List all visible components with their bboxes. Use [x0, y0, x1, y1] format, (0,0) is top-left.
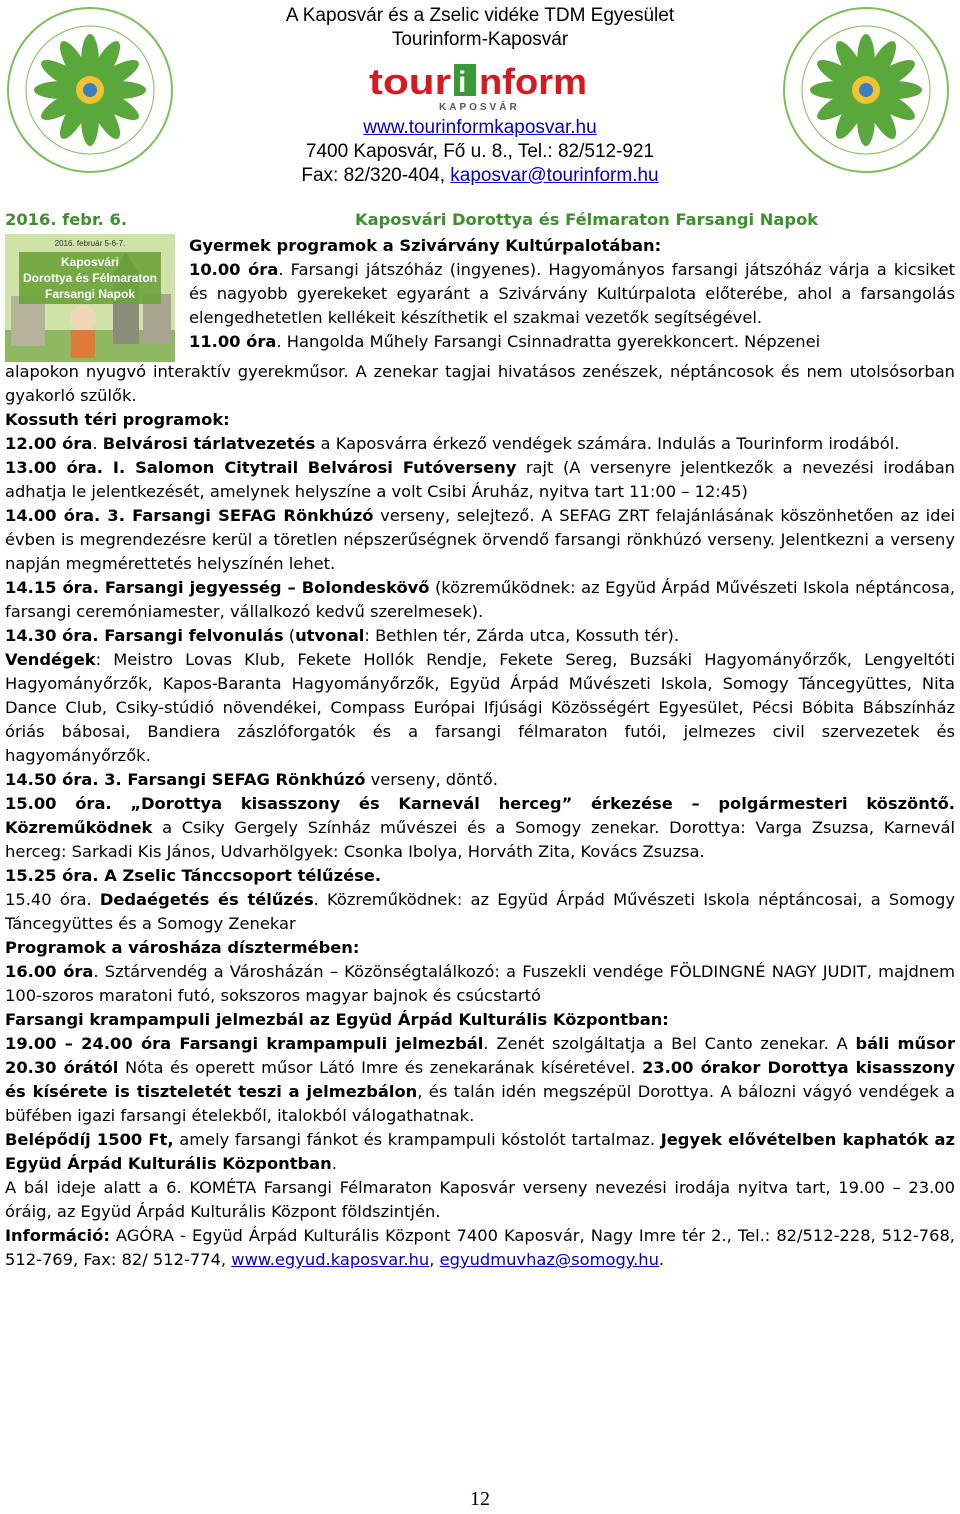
- program-1525: 15.25 óra. A Zselic Tánccsoport télűzése.: [5, 866, 382, 885]
- section-heading-ball: Farsangi krampampuli jelmezbál az Együd Árpád Kulturális Központban:: [5, 1010, 669, 1029]
- website-link[interactable]: www.tourinformkaposvar.hu: [363, 117, 597, 138]
- program-1000: 10.00 óra. Farsangi játszóház (ingyenes). Hagyományos farsangi játszóház várja a kicsiket és nagyobb gyerekeket egyaránt a Szivárvány Kultúrpalota előterébe, ahol a farsangolás elengedhetetlen kellékeit készíthetik el szakmai vezetők segítségével.: [189, 260, 955, 327]
- section-heading-kossuth: Kossuth téri programok:: [5, 410, 230, 429]
- svg-text:Farsangi Napok: Farsangi Napok: [44, 287, 136, 301]
- office-name: Tourinform-Kaposvár: [391, 29, 569, 50]
- svg-text:Dorottya és Félmaraton: Dorottya és Félmaraton: [22, 271, 158, 285]
- svg-text:KAPOSVÁR: KAPOSVÁR: [439, 102, 520, 113]
- section-heading-children: Gyermek programok a Szivárvány Kultúrpalotában:: [189, 236, 662, 255]
- program-1450: 14.50 óra. 3. Farsangi SEFAG Rönkhúzó verseny, döntő.: [5, 770, 498, 789]
- event-title: Kaposvári Dorottya és Félmaraton Farsangi Napok: [355, 210, 819, 229]
- letterhead-text: [200, 4, 760, 188]
- letterhead: [0, 0, 960, 200]
- program-1100: 11.00 óra. Hangolda Műhely Farsangi Csinnadratta gyerekkoncert. Népzenei: [189, 332, 821, 351]
- document-body: [5, 208, 955, 1272]
- entry-fee: Belépődíj 1500 Ft, amely farsangi fánkot és krampampuli kóstolót tartalmaz. Jegyek elővételben kaphatók az Együd Árpád Kulturális Központban.: [5, 1130, 955, 1173]
- fax-email-line: [200, 164, 760, 188]
- paragraph-concert-cont: alapokon nyugvó interaktív gyerekműsor. A zenekar tagjai hivatásos zenészek, néptáncosok és nem utolsósorban gyakorló szülők.: [5, 362, 955, 405]
- event-date: 2016. febr. 6.: [5, 210, 128, 229]
- page-number: 12: [470, 1488, 490, 1510]
- tdm-seal-logo: [4, 4, 176, 176]
- program-1430: 14.30 óra. Farsangi felvonulás (utvonal: Bethlen tér, Zárda utca, Kossuth tér).: [5, 626, 680, 645]
- program-1300: 13.00 óra. I. Salomon Citytrail Belvárosi Futóverseny rajt (A versenyre jelentkezők a nevezési irodában adhatja le jelentkezését, amelynek helyszíne a volt Csibi Áruház, nyitva tart 11:00 – 12:45): [5, 458, 955, 501]
- program-ball: 19.00 – 24.00 óra Farsangi krampampuli jelmezbál. Zenét szolgáltatja a Bel Canto zenekar. A báli műsor 20.30 órától Nóta és operett műsor Látó Imre és zenekarának kíséretével. 23.00 órakor Dorottya kisasszony és kísérete is tiszteletét teszi a jelmezbálon, és talán idén megszépül Dorottya. A bálozni vágyó vendégek a büfében igazi farsangi ételekből, italokból válogathatnak.: [5, 1034, 956, 1125]
- address-phone: 7400 Kaposvár, Fő u. 8., Tel.: 82/512-921: [305, 141, 655, 162]
- program-1500: 15.00 óra. „Dorottya kisasszony és Karnevál herceg” érkezése – polgármesteri köszöntő. Közreműködnek a Csiky Gergely Színház művészei és a Somogy zenekar. Dorottya: Varga Zsuzsa, Karnevál herceg: Sarkadi Kis János, Udvarhölgyek: Csonka Ibolya, Horváth Zita, Kovács Zsuzsa.: [5, 794, 955, 861]
- program-1600: 16.00 óra. Sztárvendég a Városházán – Közönségtalálkozó: a Fuszekli vendége FÖLDINGNÉ NAGY JUDIT, majdnem 100-szoros maratoni futó, sokszoros magyar bajnok és csúcstartó: [5, 962, 955, 1005]
- egyud-email-link[interactable]: egyudmuvhaz@somogy.hu: [439, 1250, 659, 1269]
- intro-block: [5, 208, 955, 360]
- halfmarathon-office: A bál ideje alatt a 6. KOMÉTA Farsangi Félmaraton Kaposvár verseny nevezési irodája nyitva tart, 19.00 – 23.00 óráig, az Együd Árpád Kulturális Központ földszintjén.: [5, 1178, 955, 1221]
- section-heading-cityhall: Programok a városháza dísztermében:: [5, 938, 360, 957]
- event-poster-thumbnail: [5, 234, 175, 362]
- tourinform-logo: [369, 58, 591, 114]
- information-contact: Információ: AGÓRA - Együd Árpád Kulturális Központ 7400 Kaposvár, Nagy Imre tér 2., Tel.: 82/512-228, 512-768, 512-769, Fax: 82/ 512-774, www.egyud.kaposvar.hu, egyudmuvhaz@somogy.hu.: [5, 1226, 955, 1269]
- svg-text:nform: nform: [479, 61, 587, 102]
- program-1415: 14.15 óra. Farsangi jegyesség – Bolondeskövő (közreműködnek: az Együd Árpád Művészeti Iskola néptáncosa, farsangi ceremóniamester, vállalkozó kedvű szerelmesek).: [5, 578, 956, 621]
- svg-text:Kaposvári: Kaposvári: [60, 255, 120, 269]
- org-name: A Kaposvár és a Zselic vidéke TDM Egyesület: [285, 5, 675, 26]
- email-link[interactable]: kaposvar@tourinform.hu: [450, 165, 659, 186]
- program-1540: 15.40 óra. Dedaégetés és télűzés. Közreműködnek: az Együd Árpád Művészeti Iskola néptáncosai, a Somogy Táncegyüttes és a Somogy Zenekar: [5, 890, 955, 933]
- fax-text: Fax: 82/320-404,: [301, 165, 451, 186]
- program-list: [5, 360, 955, 1272]
- guests-list: Vendégek: Meistro Lovas Klub, Fekete Hollók Rendje, Fekete Sereg, Buzsáki Hagyományőrzők, Lengyeltóti Hagyományőrzők, Kapos-Baranta Hagyományőrzők, Együd Árpád Művészeti Iskola, Somogy Táncegyüttes, Nita Dance Club, Csiky-stúdió növendékei, Compass Európai Ifjúsági Közösségért Egyesület, Pécsi Bóbita Bábszínház óriás bábosai, Bandiera zászlóforgatók és a farsangi félmaraton futói, jelmezes civil szervezetek és hagyományőrzők.: [5, 650, 955, 765]
- svg-text:tour: tour: [369, 61, 451, 102]
- tdm-seal-logo-right: [780, 4, 952, 176]
- children-programs: [189, 234, 955, 354]
- svg-text:2016. február 5-6-7.: 2016. február 5-6-7.: [54, 239, 126, 248]
- program-1400: 14.00 óra. 3. Farsangi SEFAG Rönkhúzó verseny, selejtező. A SEFAG ZRT felajánlásának köszönhetően az idei évben is megrendezésre kerül a töretlen népszerűségnek örvendő farsangi rönkhúzó verseny. Jelentkezni a verseny napján megmérettetés helyszínén lehet.: [5, 506, 955, 573]
- program-1200: 12.00 óra. Belvárosi tárlatvezetés a Kaposvárra érkező vendégek számára. Indulás a Tourinform irodából.: [5, 434, 900, 453]
- svg-text:i: i: [458, 66, 467, 99]
- egyud-website-link[interactable]: www.egyud.kaposvar.hu: [231, 1250, 430, 1269]
